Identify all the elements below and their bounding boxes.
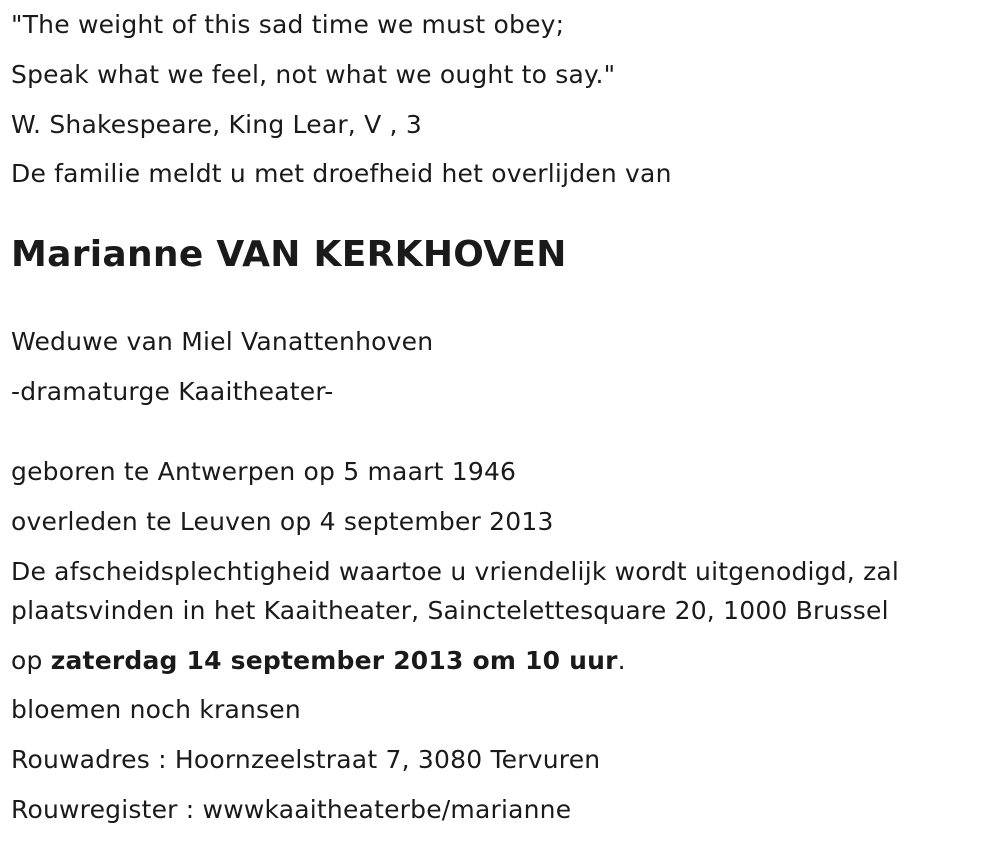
flowers-note: bloemen noch kransen	[11, 695, 301, 724]
birth-text: geboren te Antwerpen op 5 maart 1946	[11, 457, 517, 486]
quote-line-1: "The weight of this sad time we must obey;	[11, 10, 565, 39]
ceremony-date-bold: zaterdag 14 september 2013 om 10 uur	[50, 646, 618, 675]
ceremony-date-suffix: .	[617, 646, 626, 675]
role-text: -dramaturge Kaaitheater-	[11, 377, 334, 406]
deceased-name: Marianne VAN KERKHOVEN	[11, 234, 567, 275]
ceremony-invitation: De afscheidsplechtigheid waartoe u vriendelijk wordt uitgenodigd, zal plaatsvinden in het Kaaitheater, Sainctelettesquare 20, 1000 Brussel	[11, 557, 900, 625]
death-text: overleden te Leuven op 4 september 2013	[11, 507, 554, 536]
ceremony-date	[11, 645, 626, 677]
relation-text: Weduwe van Miel Vanattenhoven	[11, 327, 434, 356]
announcement-text: De familie meldt u met droefheid het overlijden van	[11, 159, 672, 188]
quote-attribution: W. Shakespeare, King Lear, V , 3	[11, 110, 422, 139]
quote-line-2: Speak what we feel, not what we ought to say."	[11, 60, 616, 89]
mourning-register: Rouwregister : wwwkaaitheaterbe/marianne	[11, 795, 572, 824]
mourning-address: Rouwadres : Hoornzeelstraat 7, 3080 Tervuren	[11, 745, 601, 774]
ceremony-date-prefix: op	[11, 646, 51, 675]
